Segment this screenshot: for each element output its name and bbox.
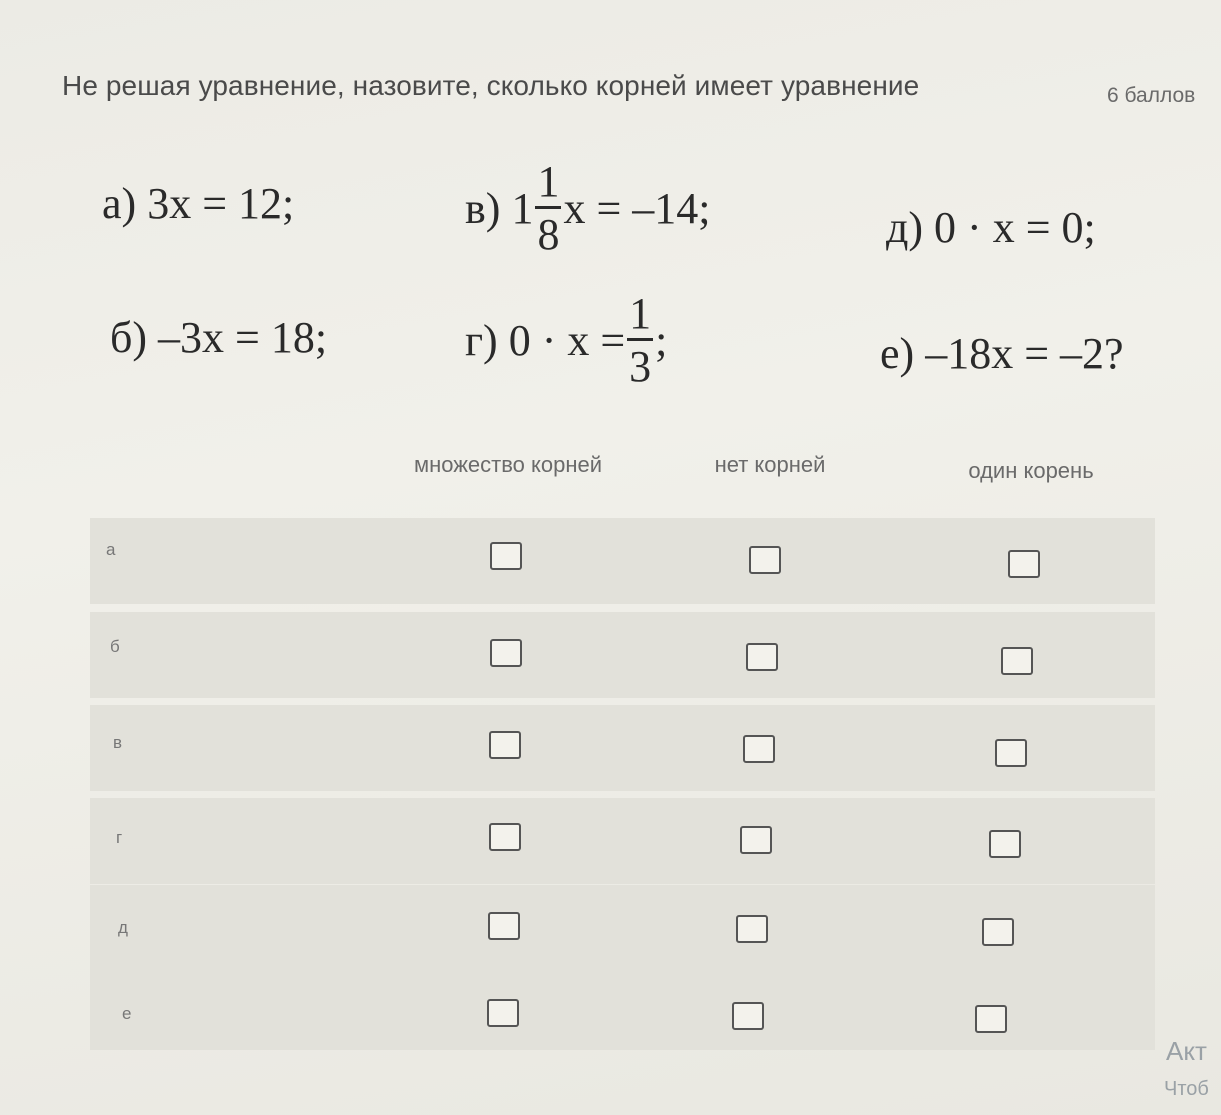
checkbox-e-one-root[interactable]: [975, 1005, 1007, 1033]
equation-e-label: е): [880, 329, 915, 378]
row-label-d: д: [118, 918, 128, 937]
checkbox-v-no-roots[interactable]: [743, 735, 775, 763]
equation-d: [886, 202, 1096, 253]
checkbox-v-many-roots[interactable]: [489, 731, 521, 759]
fraction-bar: [627, 338, 653, 341]
fraction-one-third: [627, 289, 653, 391]
checkbox-b-one-root[interactable]: [1001, 647, 1033, 675]
equation-g-rest: ;: [655, 316, 668, 365]
column-header-many-roots: множество корней: [413, 452, 603, 477]
activation-watermark-text: Чтоб: [1164, 1078, 1209, 1100]
checkbox-b-many-roots[interactable]: [490, 639, 522, 667]
fraction-denominator: 8: [537, 210, 560, 259]
column-header-no-roots: нет корней: [714, 452, 826, 477]
equation-a-expr: 3x = 12;: [147, 179, 295, 228]
checkbox-d-many-roots[interactable]: [488, 912, 520, 940]
grid-row-a: [90, 518, 1155, 604]
equation-g-lhs: 0 · x =: [508, 316, 626, 365]
checkbox-g-one-root[interactable]: [989, 830, 1021, 858]
fraction-numerator: 1: [537, 157, 560, 206]
fraction-numerator: 1: [629, 289, 652, 338]
fraction-denominator: 3: [629, 342, 652, 391]
equation-v-rest: x = –14;: [563, 184, 711, 233]
equation-a: [102, 178, 294, 229]
equation-g-label: г): [465, 316, 498, 365]
checkbox-e-many-roots[interactable]: [487, 999, 519, 1027]
equation-b-label: б): [110, 313, 148, 362]
checkbox-a-many-roots[interactable]: [490, 542, 522, 570]
equation-v-whole: 1: [511, 184, 534, 233]
fraction-one-eighth: [535, 157, 561, 259]
equation-e: [880, 328, 1124, 379]
checkbox-b-no-roots[interactable]: [746, 643, 778, 671]
row-label-g: г: [116, 828, 123, 847]
equation-d-expr: 0 · x = 0;: [934, 203, 1096, 252]
equation-d-label: д): [886, 203, 924, 252]
equation-a-label: а): [102, 179, 137, 228]
row-label-v: в: [113, 733, 123, 752]
row-label-e: е: [122, 1004, 132, 1023]
checkbox-d-one-root[interactable]: [982, 918, 1014, 946]
checkbox-a-no-roots[interactable]: [749, 546, 781, 574]
question-title: Не решая уравнение, назовите, сколько корней имеет уравнение: [62, 70, 920, 101]
checkbox-v-one-root[interactable]: [995, 739, 1027, 767]
equation-v: [465, 157, 711, 259]
checkbox-g-no-roots[interactable]: [740, 826, 772, 854]
row-label-b: б: [110, 637, 120, 656]
checkbox-e-no-roots[interactable]: [732, 1002, 764, 1030]
equation-b-expr: –3x = 18;: [158, 313, 328, 362]
activation-watermark-title: Акт: [1166, 1036, 1207, 1066]
checkbox-a-one-root[interactable]: [1008, 550, 1040, 578]
row-label-a: а: [106, 540, 116, 559]
checkbox-d-no-roots[interactable]: [736, 915, 768, 943]
checkbox-g-many-roots[interactable]: [489, 823, 521, 851]
equation-b: [110, 312, 327, 363]
equation-e-expr: –18x = –2?: [925, 329, 1124, 378]
equation-v-label: в): [465, 184, 501, 233]
fraction-bar: [535, 206, 561, 209]
column-header-one-root: один корень: [968, 458, 1094, 483]
points-label: 6 баллов: [1107, 84, 1196, 107]
equation-g: [465, 289, 668, 391]
grid-row-b: [90, 612, 1155, 698]
